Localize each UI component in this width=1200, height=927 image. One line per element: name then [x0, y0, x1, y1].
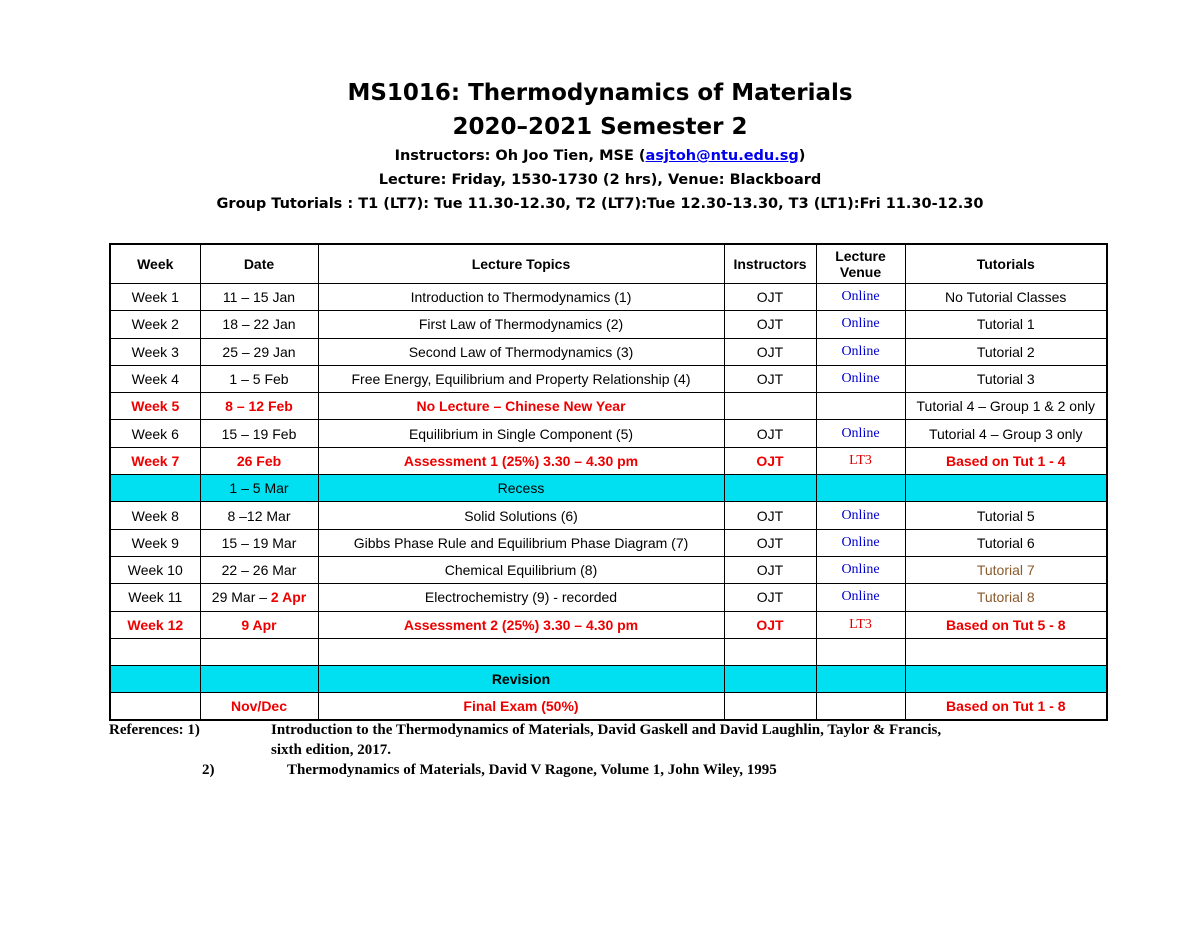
venue-cell: Online [816, 584, 905, 611]
date-cell: 8 –12 Mar [200, 502, 318, 529]
instructors-suffix: ) [798, 148, 806, 164]
date-cell: 25 – 29 Jan [200, 338, 318, 365]
week-cell: Week 2 [110, 311, 200, 338]
reference-2 [109, 760, 1109, 780]
venue-cell: Online [816, 365, 905, 392]
instructor-cell: OJT [724, 529, 816, 556]
topic-cell: No Lecture – Chinese New Year [318, 393, 724, 420]
venue-cell: Online [816, 502, 905, 529]
table-row [110, 338, 1107, 365]
group-tutorials-line: Group Tutorials : T1 (LT7): Tue 11.30-12.30, T2 (LT7):Tue 12.30-13.30, T3 (LT1):Fri 11.30-12.30 [216, 196, 984, 212]
topic-cell: Solid Solutions (6) [318, 502, 724, 529]
date-cell: 15 – 19 Feb [200, 420, 318, 447]
tutorial-cell: Based on Tut 1 - 8 [905, 693, 1107, 720]
venue-cell [816, 638, 905, 665]
topic-cell: Recess [318, 475, 724, 502]
date-cell: 1 – 5 Feb [200, 365, 318, 392]
venue-cell [816, 693, 905, 720]
tutorial-cell: Tutorial 4 – Group 1 & 2 only [905, 393, 1107, 420]
header-tutorials: Tutorials [905, 244, 1107, 284]
instructor-cell [724, 666, 816, 693]
week-cell: Week 7 [110, 447, 200, 474]
venue-cell: Online [816, 529, 905, 556]
week-cell: Week 3 [110, 338, 200, 365]
week-cell: Week 9 [110, 529, 200, 556]
tutorial-cell: Tutorial 8 [905, 584, 1107, 611]
topic-cell: Electrochemistry (9) - recorded [318, 584, 724, 611]
table-row-assessment [110, 447, 1107, 474]
references-section [109, 720, 1109, 780]
venue-cell: LT3 [816, 611, 905, 638]
date-cell: 1 – 5 Mar [200, 475, 318, 502]
tutorial-cell: Tutorial 1 [905, 311, 1107, 338]
topic-cell: Assessment 2 (25%) 3.30 – 4.30 pm [318, 611, 724, 638]
reference-1-continued [109, 740, 1109, 760]
instructor-cell: OJT [724, 338, 816, 365]
table-row [110, 311, 1107, 338]
course-title: MS1016: Thermodynamics of Materials [347, 80, 853, 106]
date-cell: 26 Feb [200, 447, 318, 474]
instructor-email-link[interactable]: asjtoh@ntu.edu.sg [645, 148, 799, 164]
topic-cell [318, 638, 724, 665]
venue-cell: Online [816, 338, 905, 365]
header-lecture-venue: Lecture Venue [816, 244, 905, 284]
tutorial-cell: No Tutorial Classes [905, 284, 1107, 311]
date-cell: 8 – 12 Feb [200, 393, 318, 420]
topic-cell: Second Law of Thermodynamics (3) [318, 338, 724, 365]
document-header [0, 76, 1200, 216]
week-cell: Week 1 [110, 284, 200, 311]
header-date: Date [200, 244, 318, 284]
table-row [110, 529, 1107, 556]
reference-1-text-line2: sixth edition, 2017. [271, 742, 392, 758]
references-label: References: 1) [109, 722, 200, 738]
table-row [110, 365, 1107, 392]
topic-cell: Introduction to Thermodynamics (1) [318, 284, 724, 311]
instructor-cell [724, 393, 816, 420]
week-cell [110, 693, 200, 720]
date-cell: 9 Apr [200, 611, 318, 638]
topic-cell: Final Exam (50%) [318, 693, 724, 720]
tutorial-cell [905, 475, 1107, 502]
week-cell [110, 666, 200, 693]
week-cell: Week 10 [110, 556, 200, 583]
date-cell: 11 – 15 Jan [200, 284, 318, 311]
table-row [110, 584, 1107, 611]
topic-cell: Free Energy, Equilibrium and Property Relationship (4) [318, 365, 724, 392]
tutorial-cell: Tutorial 4 – Group 3 only [905, 420, 1107, 447]
date-cell: 15 – 19 Mar [200, 529, 318, 556]
instructor-cell: OJT [724, 365, 816, 392]
instructor-cell: OJT [724, 311, 816, 338]
tutorial-cell: Based on Tut 5 - 8 [905, 611, 1107, 638]
table-row-revision [110, 666, 1107, 693]
week-cell: Week 11 [110, 584, 200, 611]
instructor-cell: OJT [724, 284, 816, 311]
table-row [110, 420, 1107, 447]
instructor-cell [724, 693, 816, 720]
instructor-cell: OJT [724, 447, 816, 474]
date-cell: 22 – 26 Mar [200, 556, 318, 583]
table-row-holiday [110, 393, 1107, 420]
instructor-cell: OJT [724, 502, 816, 529]
venue-cell [816, 666, 905, 693]
venue-cell [816, 475, 905, 502]
reference-2-number: 2) [202, 762, 215, 778]
week-cell [110, 475, 200, 502]
instructor-cell [724, 475, 816, 502]
date-suffix: 2 Apr [270, 589, 307, 606]
table-header-row [110, 244, 1107, 284]
venue-cell: Online [816, 556, 905, 583]
tutorial-cell [905, 638, 1107, 665]
venue-cell: Online [816, 420, 905, 447]
table-row-assessment [110, 611, 1107, 638]
table-row [110, 502, 1107, 529]
lecture-line: Lecture: Friday, 1530-1730 (2 hrs), Venue: Blackboard [378, 172, 822, 188]
venue-cell [816, 393, 905, 420]
header-instructors: Instructors [724, 244, 816, 284]
reference-1 [109, 720, 1109, 740]
week-cell [110, 638, 200, 665]
week-cell: Week 5 [110, 393, 200, 420]
header-week: Week [110, 244, 200, 284]
instructors-prefix: Instructors: Oh Joo Tien, MSE ( [394, 148, 646, 164]
topic-cell: First Law of Thermodynamics (2) [318, 311, 724, 338]
venue-cell: Online [816, 284, 905, 311]
week-cell: Week 4 [110, 365, 200, 392]
tutorial-cell: Tutorial 5 [905, 502, 1107, 529]
table-row-final-exam [110, 693, 1107, 720]
date-cell: 18 – 22 Jan [200, 311, 318, 338]
header-lecture-topics: Lecture Topics [318, 244, 724, 284]
schedule-table [109, 243, 1108, 721]
reference-2-text: Thermodynamics of Materials, David V Ragone, Volume 1, John Wiley, 1995 [287, 762, 777, 778]
topic-cell: Revision [318, 666, 724, 693]
venue-cell: LT3 [816, 447, 905, 474]
instructor-cell: OJT [724, 611, 816, 638]
instructor-cell [724, 638, 816, 665]
week-cell: Week 6 [110, 420, 200, 447]
date-prefix: 29 Mar – [211, 589, 271, 606]
date-cell [200, 666, 318, 693]
table-row [110, 556, 1107, 583]
instructor-cell: OJT [724, 556, 816, 583]
tutorial-cell: Tutorial 7 [905, 556, 1107, 583]
instructors-line [0, 144, 1200, 168]
date-cell: Nov/Dec [200, 693, 318, 720]
tutorial-cell: Tutorial 6 [905, 529, 1107, 556]
instructor-cell: OJT [724, 420, 816, 447]
topic-cell: Chemical Equilibrium (8) [318, 556, 724, 583]
reference-1-text: Introduction to the Thermodynamics of Materials, David Gaskell and David Laughlin, Taylor & Francis, [271, 722, 942, 738]
tutorial-cell [905, 666, 1107, 693]
week-cell: Week 12 [110, 611, 200, 638]
instructor-cell: OJT [724, 584, 816, 611]
topic-cell: Equilibrium in Single Component (5) [318, 420, 724, 447]
week-cell: Week 8 [110, 502, 200, 529]
venue-cell: Online [816, 311, 905, 338]
tutorial-cell: Tutorial 3 [905, 365, 1107, 392]
date-cell [200, 638, 318, 665]
table-row-recess [110, 475, 1107, 502]
table-row-blank [110, 638, 1107, 665]
topic-cell: Gibbs Phase Rule and Equilibrium Phase Diagram (7) [318, 529, 724, 556]
semester-title: 2020–2021 Semester 2 [452, 114, 748, 140]
tutorial-cell: Tutorial 2 [905, 338, 1107, 365]
tutorial-cell: Based on Tut 1 - 4 [905, 447, 1107, 474]
date-cell [200, 584, 318, 611]
topic-cell: Assessment 1 (25%) 3.30 – 4.30 pm [318, 447, 724, 474]
table-row [110, 284, 1107, 311]
